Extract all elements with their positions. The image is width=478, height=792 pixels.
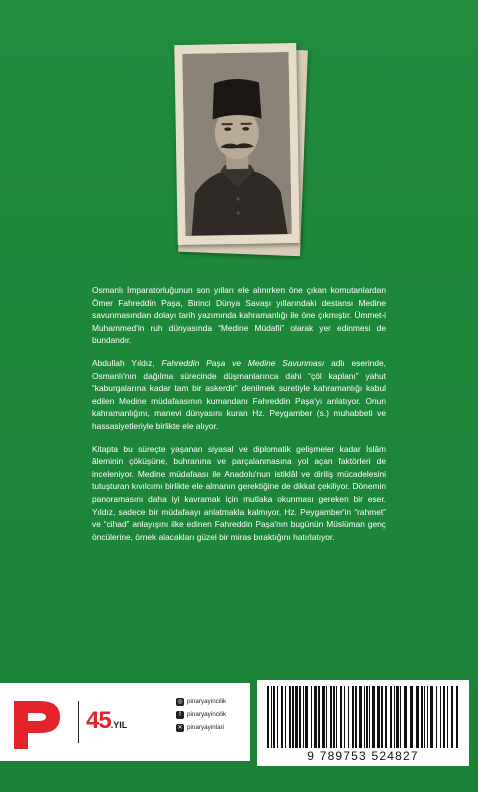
paragraph-1: Osmanlı İmparatorluğunun son yılları ele alınırken öne çıkan komutanlardan Ömer Fahreddin Paşa, Birinci Dünya Savaşı yıllarındaki destansı Medine savunmasından dolayı tarih yazımında kahramanlığı ile öne çıkmıştır. Ümmet-i Muhammed'in ruh dünyasında “Medine Müdafii” olarak yer edinmesi de bundandır.: [92, 285, 386, 346]
isbn-number: 9 789753 524827: [307, 749, 419, 763]
barcode-bar: [333, 686, 335, 748]
barcode-bar: [359, 686, 362, 748]
barcode-bar: [410, 686, 413, 748]
barcode-bar: [424, 686, 425, 748]
anniversary-number: 45: [86, 707, 111, 734]
instagram-icon: ◎: [177, 698, 183, 705]
barcode-bar: [344, 686, 345, 748]
barcode-bar: [303, 686, 304, 748]
barcode: [265, 686, 461, 748]
barcode-bar: [396, 686, 399, 748]
barcode-bar: [443, 686, 445, 748]
barcode-bar: [421, 686, 423, 748]
blurb-text: [92, 284, 386, 553]
barcode-bar: [352, 686, 354, 748]
barcode-bar: [311, 686, 312, 748]
publisher-box: [0, 683, 250, 761]
barcode-bar: [394, 686, 395, 748]
barcode-bar: [430, 686, 433, 748]
barcode-bar: [295, 686, 298, 748]
paragraph-2-end: adlı eserinde, Osmanlı'nın dağılma sürecinde düşmanlarınca dahi “çöl kaplanı” yahut “kaburgalarına kadar tam bir askerdir” denilmek suretiyle kahramanlığı kabul edilen Medine müdafaasının kumandanı Fahreddin Paşa'yı anlatıyor. Onun kahramanlığını, manevi dünyasını kuran Hz. Peygamber (s.) muhabbeti ve hassasiyetleriyle birlikte ele alıyor.: [92, 357, 386, 431]
barcode-bar: [369, 686, 370, 748]
barcode-bar: [348, 686, 349, 748]
paragraph-2: [92, 357, 386, 433]
barcode-bar: [289, 686, 291, 748]
anniversary-suffix: .YIL: [110, 720, 128, 730]
barcode-bar: [400, 686, 401, 748]
barcode-bar: [299, 686, 301, 748]
barcode-bar: [427, 686, 428, 748]
barcode-bar: [318, 686, 320, 748]
barcode-bar: [364, 686, 365, 748]
barcode-bar: [381, 686, 383, 748]
paragraph-3: Kitapta bu süreçte yaşanan siyasal ve diplomatik gelişmeler kadar İslâm âleminin çöküşüne, buhranına ve parçalanmasına yol açan faktörleri de inceleniyor. Medine müdafaası ile Anadolu'nun istiklâl ve diriliş mücadelesini tutuşturan kıvılcımı birlikte ele almanın gerektiğine de dikkat çekiliyor. Dönemin panoramasını daha iyi kavramak için mutlaka okunması gereken bir eser. Yıldız, sadece bir müdafaayı anlatmakla kalmıyor, Hz. Peygamber'in “rahmet” ve “cihad” anlayışını ilke edinen Fahreddin Paşa'nın bugünün Müslüman genç öncülerine, örnek alacakları güzel bir miras bıraktığını hatırlatıyor.: [92, 443, 386, 542]
barcode-bar: [285, 686, 286, 748]
barcode-bar: [385, 686, 387, 748]
barcode-bar: [355, 686, 357, 748]
barcode-bar: [366, 686, 368, 748]
logo-divider: [78, 701, 79, 743]
barcode-bar: [336, 686, 337, 748]
x-icon: ✕: [177, 724, 183, 731]
portrait-illustration: [182, 52, 291, 236]
photo-frame: [174, 43, 299, 245]
barcode-bar: [372, 686, 375, 748]
barcode-bar: [326, 686, 327, 748]
anniversary-mark: [86, 707, 127, 735]
social-handle: pinaryayincilik: [187, 698, 227, 705]
social-handle: pinaryayincilik: [187, 711, 227, 718]
publisher-logo-icon: [8, 693, 68, 753]
barcode-bar: [447, 686, 448, 748]
portrait-image: [182, 52, 291, 236]
social-handle: pinaryayinlari: [187, 724, 225, 731]
social-instagram[interactable]: [176, 695, 226, 708]
barcode-bar: [314, 686, 317, 748]
social-x[interactable]: [176, 721, 226, 734]
barcode-box: [257, 680, 469, 766]
barcode-bar: [451, 686, 453, 748]
barcode-bar: [322, 686, 325, 748]
social-facebook[interactable]: [176, 708, 226, 721]
barcode-bar: [390, 686, 392, 748]
barcode-bar: [340, 686, 342, 748]
barcode-bar: [271, 686, 272, 748]
barcode-bar: [273, 686, 275, 748]
book-title: Fahreddin Paşa ve Medine Savunması: [161, 357, 325, 368]
facebook-icon: f: [176, 711, 184, 719]
barcode-bar: [277, 686, 278, 748]
barcode-bar: [456, 686, 458, 748]
barcode-bar: [436, 686, 437, 748]
paragraph-2-start: Abdullah Yıldız,: [92, 357, 162, 368]
barcode-bar: [292, 686, 294, 748]
barcode-bar: [281, 686, 283, 748]
barcode-bar: [377, 686, 380, 748]
barcode-bar: [330, 686, 332, 748]
barcode-bar: [404, 686, 407, 748]
barcode-bar: [416, 686, 419, 748]
social-links: [176, 695, 226, 734]
author-photo: [176, 44, 302, 250]
barcode-bar: [267, 686, 269, 748]
barcode-bar: [440, 686, 441, 748]
barcode-bar: [305, 686, 308, 748]
